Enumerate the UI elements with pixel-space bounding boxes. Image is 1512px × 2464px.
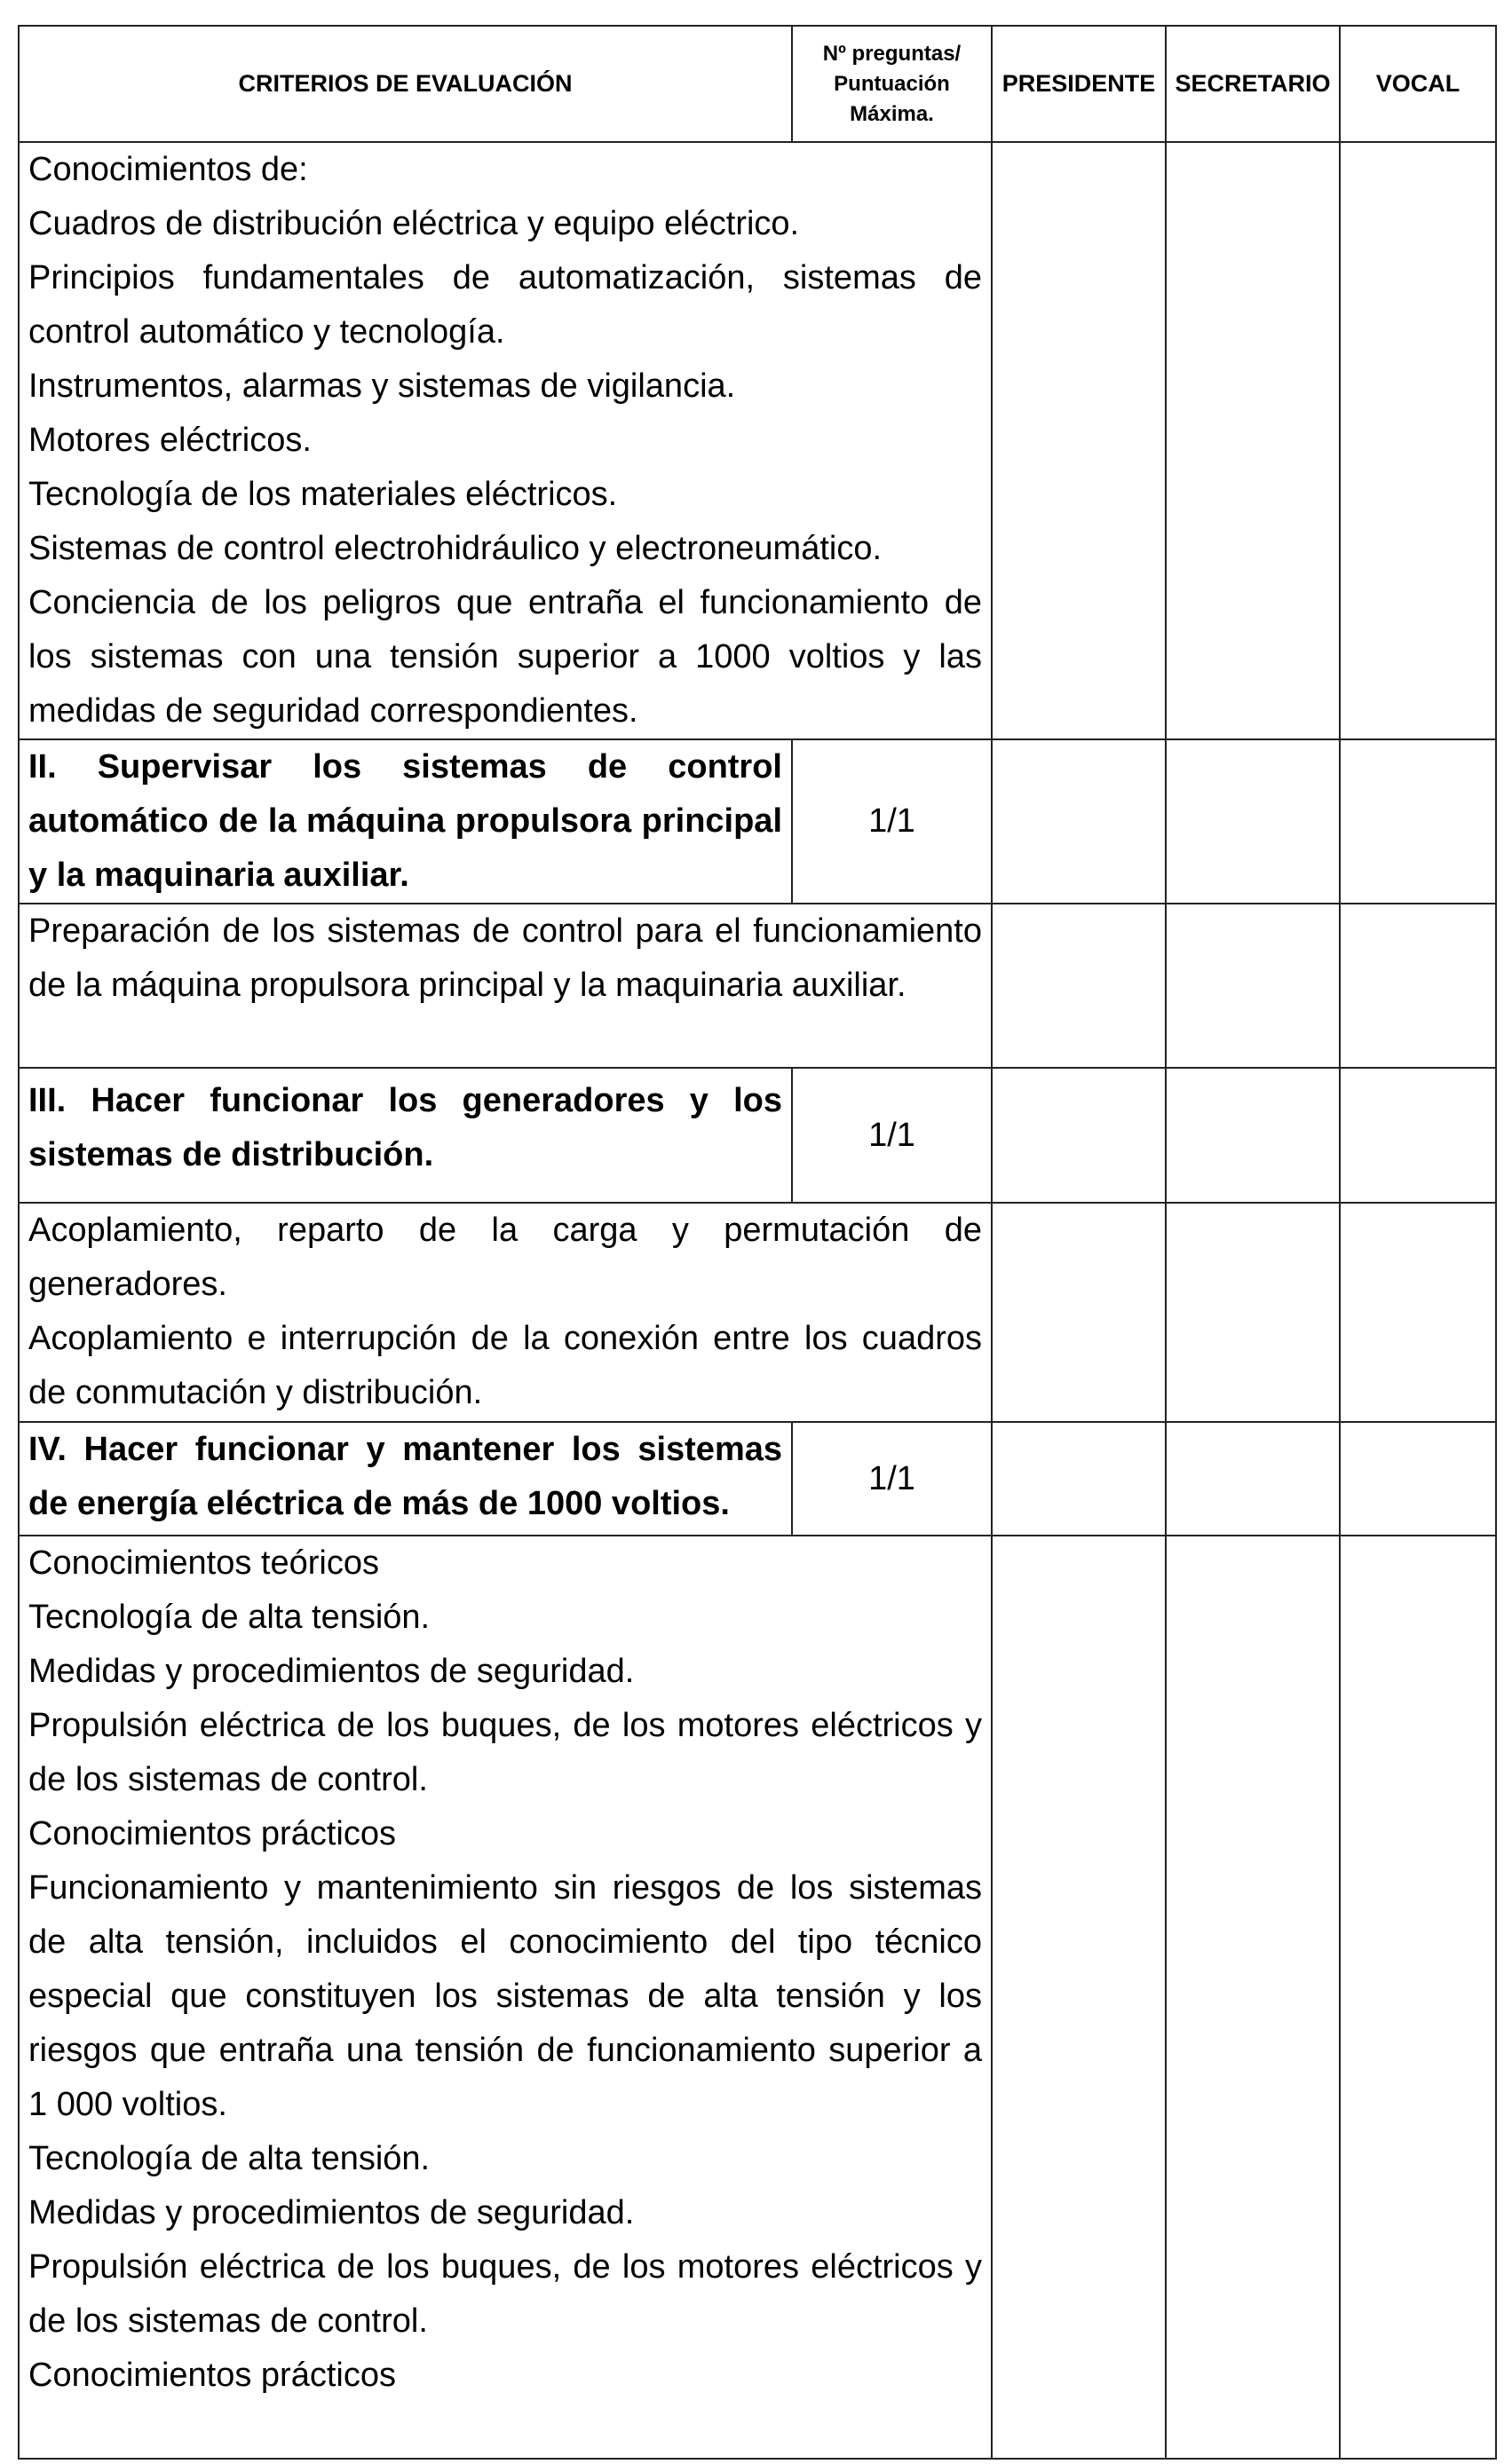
section2-title: II. Supervisar los sistemas de control automático de la máquina propulsora principal y la maquinaria auxiliar. <box>19 739 792 904</box>
section3-line: Acoplamiento, reparto de la carga y permutación de generadores. <box>28 1212 982 1303</box>
section4-title: IV. Hacer funcionar y mantener los sistemas de energía eléctrica de más de 1000 voltios. <box>19 1422 792 1536</box>
vocal-cell[interactable] <box>1340 1422 1496 1536</box>
section4-line: Medidas y procedimientos de seguridad. <box>28 2194 635 2231</box>
section2-title-row <box>19 739 1496 904</box>
vocal-cell[interactable] <box>1340 904 1496 1068</box>
president-cell[interactable] <box>992 142 1166 739</box>
section4-line: Propulsión eléctrica de los buques, de los motores eléctricos y de los sistemas de control. <box>28 2248 982 2340</box>
section4-title-row <box>19 1422 1496 1536</box>
block1-line: Motores eléctricos. <box>28 422 312 459</box>
block1-text <box>19 142 992 739</box>
header-questions-line1: Nº preguntas/ <box>822 41 962 66</box>
secretary-cell[interactable] <box>1166 1536 1340 2459</box>
header-president: PRESIDENTE <box>992 26 1166 142</box>
vocal-cell[interactable] <box>1340 739 1496 904</box>
header-criteria: CRITERIOS DE EVALUACIÓN <box>19 26 792 142</box>
evaluation-sheet <box>18 25 1495 2460</box>
secretary-cell[interactable] <box>1166 1422 1340 1536</box>
vocal-cell[interactable] <box>1340 1536 1496 2459</box>
section4-line: Tecnología de alta tensión. <box>28 1599 431 1636</box>
vocal-cell[interactable] <box>1340 1068 1496 1203</box>
section3-title-row <box>19 1068 1496 1203</box>
section3-text <box>19 1203 992 1422</box>
secretary-cell[interactable] <box>1166 904 1340 1068</box>
president-cell[interactable] <box>992 1536 1166 2459</box>
section2-score: 1/1 <box>792 739 992 904</box>
block1-line: Tecnología de los materiales eléctricos. <box>28 476 618 513</box>
section2-text-row <box>19 904 1496 1068</box>
section4-score: 1/1 <box>792 1422 992 1536</box>
header-questions-line2: Puntuación <box>834 71 950 96</box>
secretary-cell[interactable] <box>1166 1203 1340 1422</box>
section3-title: III. Hacer funcionar los generadores y los sistemas de distribución. <box>19 1068 792 1203</box>
header-row <box>19 26 1496 142</box>
block1-line: Sistemas de control electrohidráulico y electroneumático. <box>28 530 883 567</box>
vocal-cell[interactable] <box>1340 142 1496 739</box>
president-cell[interactable] <box>992 904 1166 1068</box>
secretary-cell[interactable] <box>1166 1068 1340 1203</box>
section4-line: Medidas y procedimientos de seguridad. <box>28 1653 635 1690</box>
header-secretary: SECRETARIO <box>1166 26 1340 142</box>
header-questions-line3: Máxima. <box>850 101 934 126</box>
section3-line: Acoplamiento e interrupción de la conexión entre los cuadros de conmutación y distribución. <box>28 1320 982 1411</box>
section3-text-row <box>19 1203 1496 1422</box>
block1-line: Conciencia de los peligros que entraña el funcionamiento de los sistemas con una tensión superior a 1000 voltios y las medidas de seguridad correspondientes. <box>28 584 982 730</box>
block1-row <box>19 142 1496 739</box>
block1-line: Conocimientos de: <box>28 151 308 188</box>
block1-line: Instrumentos, alarmas y sistemas de vigilancia. <box>28 367 736 405</box>
section4-line: Conocimientos teóricos <box>28 1544 379 1582</box>
section4-text-row <box>19 1536 1496 2459</box>
president-cell[interactable] <box>992 1422 1166 1536</box>
section2-text: Preparación de los sistemas de control para el funcionamiento de la máquina propulsora principal y la maquinaria auxiliar. <box>19 904 992 1068</box>
header-vocal: VOCAL <box>1340 26 1496 142</box>
evaluation-table <box>18 25 1497 2460</box>
block1-line: Principios fundamentales de automatización, sistemas de control automático y tecnología. <box>28 259 982 351</box>
section4-line: Propulsión eléctrica de los buques, de los motores eléctricos y de los sistemas de control. <box>28 1707 982 1798</box>
header-questions <box>792 26 992 142</box>
vocal-cell[interactable] <box>1340 1203 1496 1422</box>
president-cell[interactable] <box>992 739 1166 904</box>
secretary-cell[interactable] <box>1166 739 1340 904</box>
section4-line: Funcionamiento y mantenimiento sin riesgos de los sistemas de alta tensión, incluidos el conocimiento del tipo técnico especial que constituyen los sistemas de alta tensión y los riesgos que entraña una tensión de funcionamiento superior a 1 000 voltios. <box>28 1869 982 2123</box>
section4-text <box>19 1536 992 2459</box>
president-cell[interactable] <box>992 1068 1166 1203</box>
block1-line: Cuadros de distribución eléctrica y equipo eléctrico. <box>28 205 800 242</box>
secretary-cell[interactable] <box>1166 142 1340 739</box>
section3-score: 1/1 <box>792 1068 992 1203</box>
president-cell[interactable] <box>992 1203 1166 1422</box>
section4-line: Conocimientos prácticos <box>28 2357 396 2394</box>
section4-line: Tecnología de alta tensión. <box>28 2140 431 2177</box>
section4-line: Conocimientos prácticos <box>28 1815 396 1852</box>
